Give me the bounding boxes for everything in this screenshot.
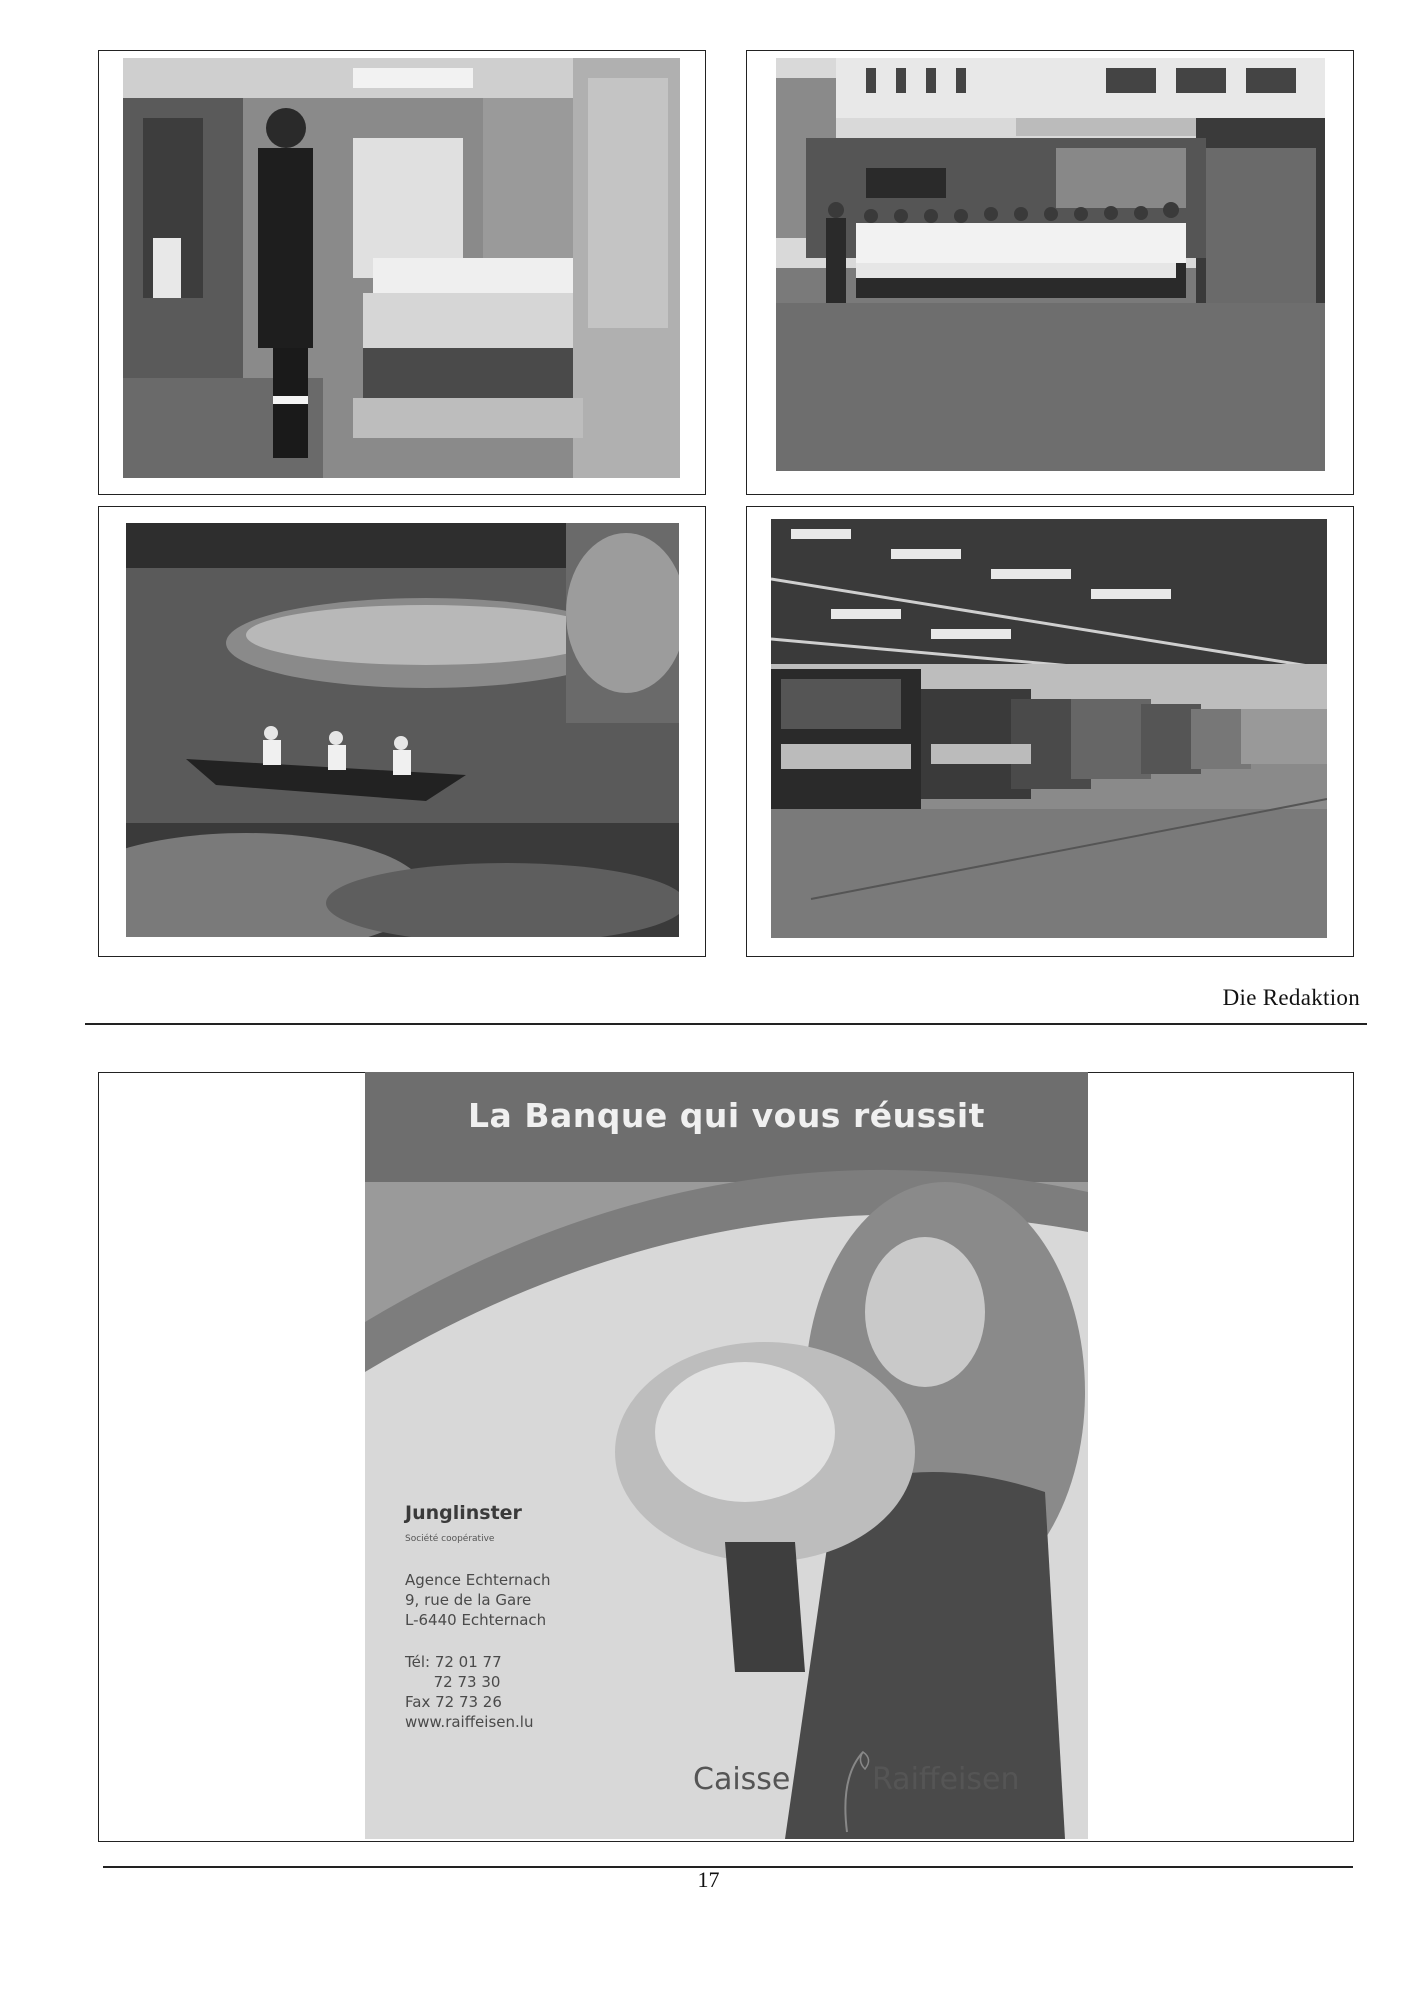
page-number: 17 [697, 1867, 720, 1892]
ad-address [405, 1570, 550, 1630]
ad-brand-raiffeisen: Raiffeisen [872, 1762, 1020, 1797]
ad-phone-line: 72 73 30 [405, 1673, 501, 1691]
ad-address-line: 9, rue de la Gare [405, 1591, 532, 1609]
ad-website: www.raiffeisen.lu [405, 1713, 534, 1731]
ad-address-line: L-6440 Echternach [405, 1611, 547, 1629]
raiffeisen-logo-icon [835, 1747, 875, 1837]
ad-address-line: Agence Echternach [405, 1571, 551, 1589]
section-divider [85, 1023, 1367, 1025]
advertisement [365, 1072, 1088, 1839]
ambulance-interior-photo [123, 58, 680, 478]
byline: Die Redaktion [1222, 985, 1360, 1010]
ad-headline: La Banque qui vous réussit [468, 1096, 985, 1135]
fire-truck-garage-photo [771, 519, 1327, 938]
canoe-river-photo [126, 523, 679, 937]
ad-fax-line: Fax 72 73 26 [405, 1693, 502, 1711]
ad-phone-line: Tél: 72 01 77 [405, 1653, 502, 1671]
ad-contact [405, 1652, 533, 1732]
ad-branch-name: Junglinster [405, 1502, 522, 1524]
ad-legal-form: Société coopérative [405, 1534, 495, 1544]
fire-station-group-photo [776, 58, 1325, 471]
ad-brand-caisse: Caisse [693, 1762, 791, 1797]
